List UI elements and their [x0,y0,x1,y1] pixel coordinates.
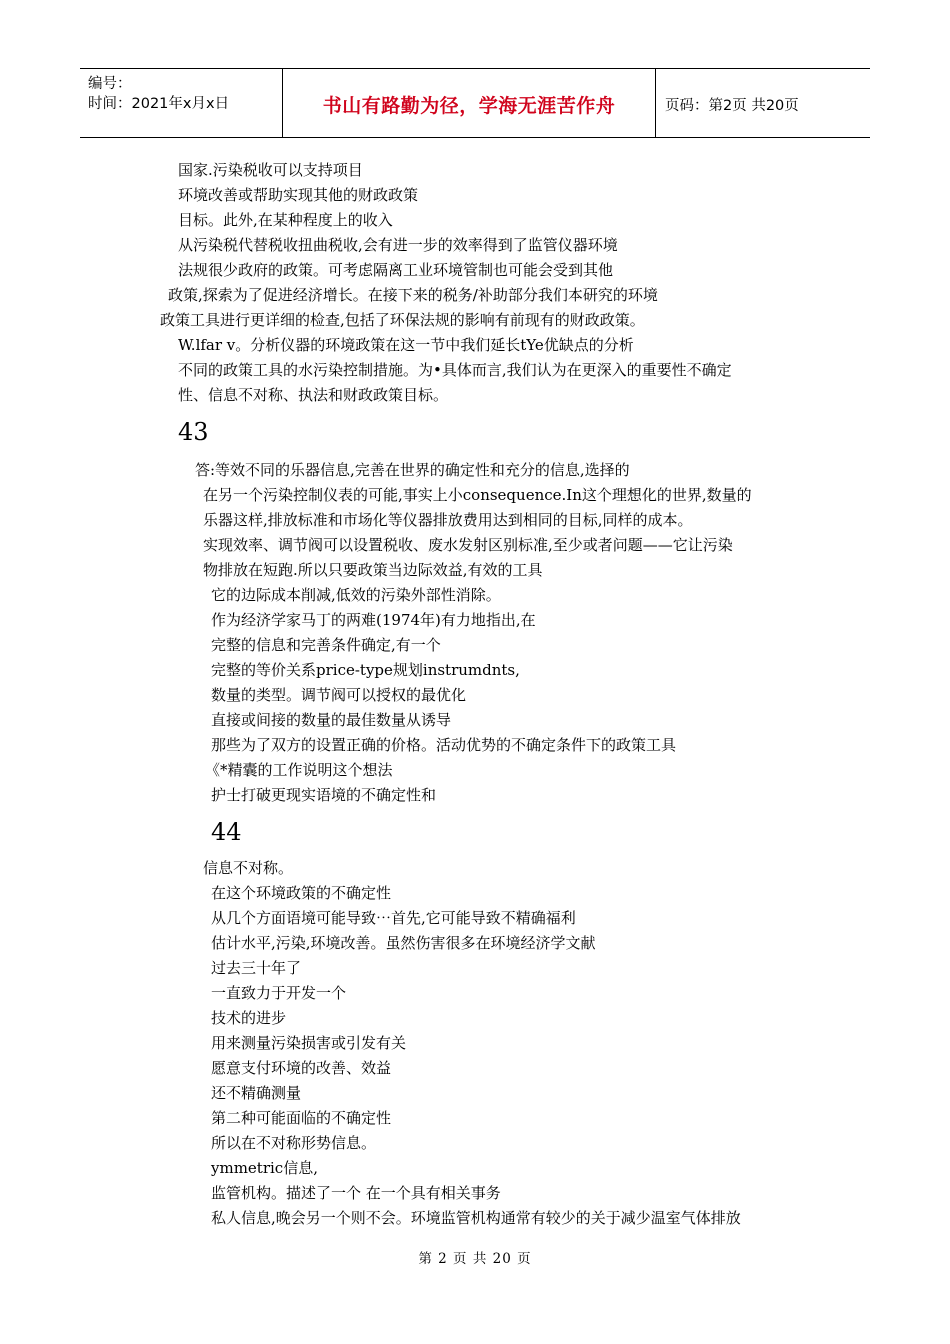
header-motto: 书山有路勤为径，学海无涯苦作舟 [322,95,616,117]
body-line: 完整的信息和完善条件确定,有一个 [211,636,441,654]
body-line: 法规很少政府的政策。可考虑隔离工业环境管制也可能会受到其他 [178,261,614,279]
body-line: 估计水平,污染,环境改善。虽然伤害很多在环境经济学文献 [211,934,596,952]
body-line: 技术的进步 [211,1009,287,1027]
page-header [80,68,870,138]
body-line: 所以在不对称形势信息。 [211,1134,377,1152]
body-line: 实现效率、调节阀可以设置税收、废水发射区别标准,至少或者问题——它让污染 [203,536,733,554]
header-motto-cell [283,69,656,137]
body-line: 在这个环境政策的不确定性 [211,884,392,902]
document-date: 时间：2021年x月x日 [88,96,230,112]
document-number-label: 编号： [88,76,132,92]
body-line: 答:等效不同的乐器信息,完善在世界的确定性和充分的信息,选择的 [195,461,630,479]
body-line: 在另一个污染控制仪表的可能,事实上小consequence.In这个理想化的世界,数量的 [203,486,752,504]
body-line: ymmetric信息, [211,1159,318,1177]
body-line: 性、信息不对称、执法和财政政策目标。 [178,386,449,404]
body-line: 过去三十年了 [211,959,302,977]
header-page-cell [656,69,870,137]
printed-page-number: 44 [211,818,242,846]
body-line: 私人信息,晚会另一个则不会。环境监管机构通常有较少的关于减少温室气体排放 [211,1209,741,1227]
body-line: 不同的政策工具的水污染控制措施。为•具体而言,我们认为在更深入的重要性不确定 [178,361,732,379]
body-line: 还不精确测量 [211,1084,302,1102]
body-line: 从污染税代替税收扭曲税收,会有进一步的效率得到了监管仪器环境 [178,236,618,254]
body-line: 护士打破更现实语境的不确定性和 [211,786,437,804]
body-line: 政策工具进行更详细的检查,包括了环保法规的影响有前现有的财政政策。 [160,311,645,329]
body-line: 第二种可能面临的不确定性 [211,1109,392,1127]
body-line: 那些为了双方的设置正确的价格。活动优势的不确定条件下的政策工具 [211,736,677,754]
body-line: 信息不对称。 [203,859,294,877]
printed-page-number: 43 [178,418,209,446]
body-line: W.lfar v。分析仪器的环境政策在这一节中我们延长tYe优缺点的分析 [178,336,634,354]
body-line: 作为经济学家马丁的两难(1974年)有力地指出,在 [211,611,536,629]
body-line: 物排放在短跑.所以只要政策当边际效益,有效的工具 [203,561,543,579]
body-line: 环境改善或帮助实现其他的财政政策 [178,186,419,204]
body-line: 政策,探索为了促进经济增长。在接下来的税务/补助部分我们本研究的环境 [168,286,658,304]
body-line: 它的边际成本削减,低效的污染外部性消除。 [211,586,501,604]
body-line: 监管机构。描述了一个 在一个具有相关事务 [211,1184,501,1202]
body-line: 用来测量污染损害或引发有关 [211,1034,407,1052]
body-line: 完整的等价关系price-type规划instrumdnts, [211,661,520,679]
header-page-info: 页码：第2页 共20页 [665,98,799,114]
body-line: 国家.污染税收可以支持项目 [178,161,363,179]
body-line: 乐器这样,排放标准和市场化等仪器排放费用达到相同的目标,同样的成本。 [203,511,693,529]
body-line: 愿意支付环境的改善、效益 [211,1059,392,1077]
body-line: 目标。此外,在某种程度上的收入 [178,211,393,229]
header-meta-cell [80,69,283,137]
body-line: 一直致力于开发一个 [211,984,347,1002]
body-line: 《*精囊的工作说明这个想法 [205,761,393,779]
body-line: 数量的类型。调节阀可以授权的最优化 [211,686,467,704]
body-line: 从几个方面语境可能导致⋯首先,它可能导致不精确福利 [211,909,576,927]
body-line: 直接或间接的数量的最佳数量从诱导 [211,711,452,729]
page-footer: 第 2 页 共 20 页 [418,1251,532,1267]
